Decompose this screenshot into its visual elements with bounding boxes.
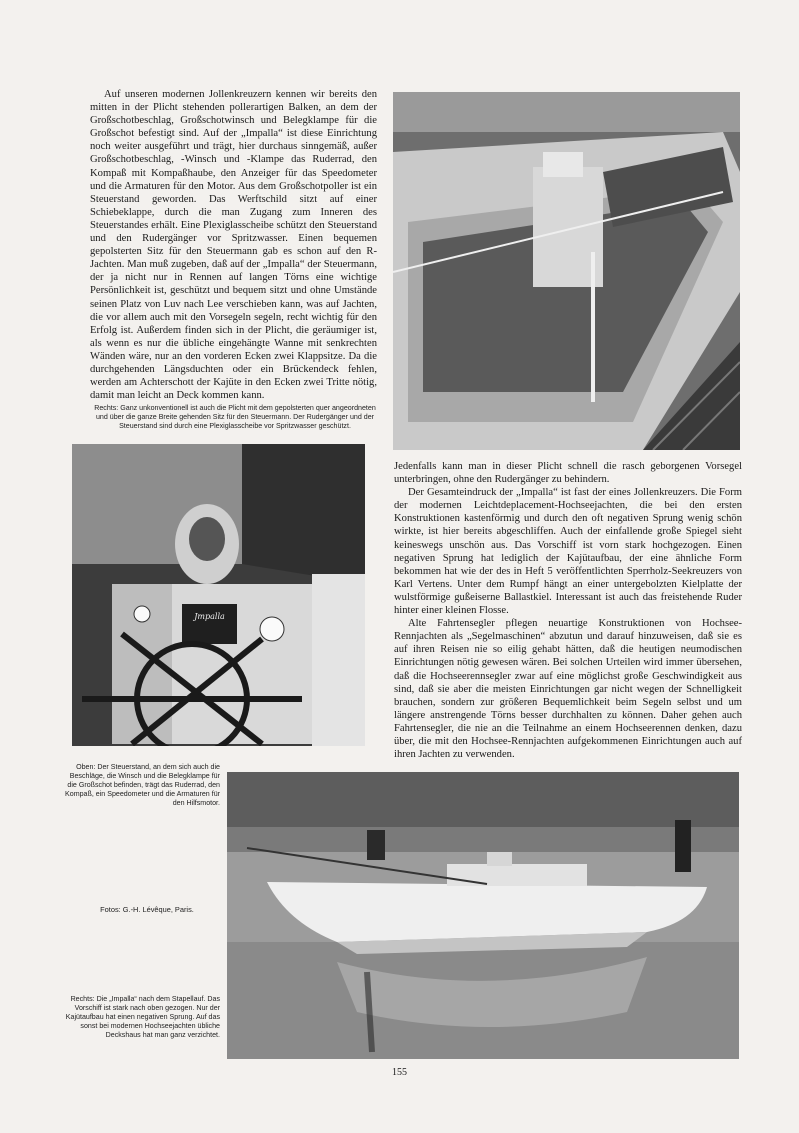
article-paragraph: Jedenfalls kann man in dieser Plicht schnell die rasch geborgenen Vorsegel unterbringen, ohne den Rudergänger zu behindern.	[394, 461, 742, 486]
photo-yacht-launch	[227, 772, 739, 1059]
caption-cockpit	[90, 404, 380, 431]
article-paragraph: Der Gesamteindruck der „Impalla“ ist fast der eines Jollenkreuzers. Die Form der modernen Leichtdeplacement-Hochseejachten, die bei den ersten Konstruktionen kastenförmig und durch den oft negativen Sprung wenig schön wirkte, ist hier bereits abgeschliffen. Auch der einfallende große Spiegel sieht keineswegs unschön aus. Das Vorschiff ist vorn stark hochgezogen. Einen negativen Sprung hat lediglich der Kajütaufbau, der eine ähnliche Form bekommen hat wie der des in Heft 5 veröffentlichten Sperrholz-Seekreuzers von Karl Vertens. Unter dem Rumpf hängt an einer untergebolzten Kielplatte der wulstförmige gußeiserne Ballastkiel. Interessant ist auch das freistehende Ruder hinter einer kleinen Flosse.	[394, 487, 742, 617]
caption-helm-station	[60, 763, 220, 808]
shipyard-logo: Jmpalla	[194, 612, 225, 621]
caption-text: Oben: Der Steuerstand, an dem sich auch die Beschläge, die Winsch und die Belegklampe für die Großschot befinden, trägt das Ruderrad, den Kompaß, ein Speedometer und die Armaturen für den Hilfsmotor.	[65, 763, 220, 807]
caption-text: Rechts: Die „Impalla“ nach dem Stapellauf. Das Vorschiff ist stark nach oben gezogen. Nur der Kajütaufbau hat einen negativen Sprung. Auf das sonst bei modernen Hochseejachten übliche Deckshaus hat man ganz verzichtet.	[65, 995, 220, 1039]
photo-helm-station	[72, 444, 365, 746]
photo-credit	[72, 905, 222, 914]
article-column-1	[90, 88, 377, 402]
photo-cockpit	[393, 92, 740, 450]
article-column-2	[394, 460, 742, 761]
credit-text: Fotos: G.-H. Lévêque, Paris.	[100, 905, 194, 914]
article-paragraph: Auf unseren modernen Jollenkreuzern kennen wir bereits den mitten in der Plicht stehenden pollerartigen Balken, an dem der Großschotbeschlag, Großschotwinsch und Belegklampe für die Großschot befestigt sind. Auf der „Impalla“ ist diese Einrichtung noch weiter ausgeführt und trägt, hier durchaus sinngemäß, außer Großschotbeschlag, -Winsch und -Klampe das Ruderrad, den Kompaß mit Kompaßhaube, den Anzeiger für das Speedometer und die Armaturen für den Motor. Aus dem Großschotpoller ist ein Steuerstand geworden. Das Werftschild sitzt auf einer Schiebeklappe, durch die man Zugang zum Inneren des Steuerstandes erhält. Eine Plexiglasscheibe schützt den Steuerstand und den Rudergänger vor Spritzwasser. Einen bequemen gepolsterten Sitz für den Steuermann gab es schon auf den R-Jachten. Man muß zugeben, daß auf der „Impalla“ der Steuermann, der ja nicht nur in Rennen auf langen Törns eine wichtige Persönlichkeit ist, geschützt und bequem sitzt und ohne Umstände seinen Platz von Luv nach Lee verschieben kann, was auf Jachten, die vor allem auch mit den Vorsegeln segeln, recht wichtig für den Erfolg ist. Außerdem finden sich in der Plicht, die geräumiger ist, als wenn es nur die übliche eingehängte Wanne mit senkrechten Wänden wäre, nur an den vorderen Ecken zwei Klappsitze. Da die durchgehenden Längsduchten oder ein Brückendeck fehlen, werden am Achterschott der Kajüte in den Ecken zwei Tritte nötig, damit man leicht an Deck kommen kann.	[90, 89, 377, 402]
page-number: 155	[392, 1067, 407, 1078]
article-paragraph: Alte Fahrtensegler pflegen neuartige Konstruktionen von Hochsee-Rennjachten als „Segelmaschinen“ abzutun und darauf hinzuweisen, daß sie es auf ihren Reisen nie so eilig gehabt hätten, daß die heutigen neumodischen Einrichtungen nötig gewesen wären. Bei solchen Urteilen wird immer übersehen, daß die Hochseerennsegler zwar auf eine möglichst große Geschwindigkeit aus sind, daß sie aber die meisten Einrichtungen gar nicht wegen der Schnelligkeit brauchen, sondern zur größeren Bequemlichkeit beim Segeln selbst und um längere anstrengende Törns besser durchhalten zu können. Daher gehen auch Fahrtensegler, die nie an die Teilnahme an einem Hochseerennen denken, dazu über, die mit den Hochsee-Rennjachten aufgekommenen Einrichtungen auch auf ihren Jachten zu verwenden.	[394, 618, 742, 761]
caption-text: Rechts: Ganz unkonventionell ist auch die Plicht mit dem gepolsterten quer angeordneten und über die ganze Breite gehenden Sitz für den Steuermann. Der Rudergänger und der Steuerstand sind durch eine Plexiglasscheibe vor Spritzwasser geschützt.	[94, 404, 376, 430]
caption-launch	[60, 995, 220, 1040]
